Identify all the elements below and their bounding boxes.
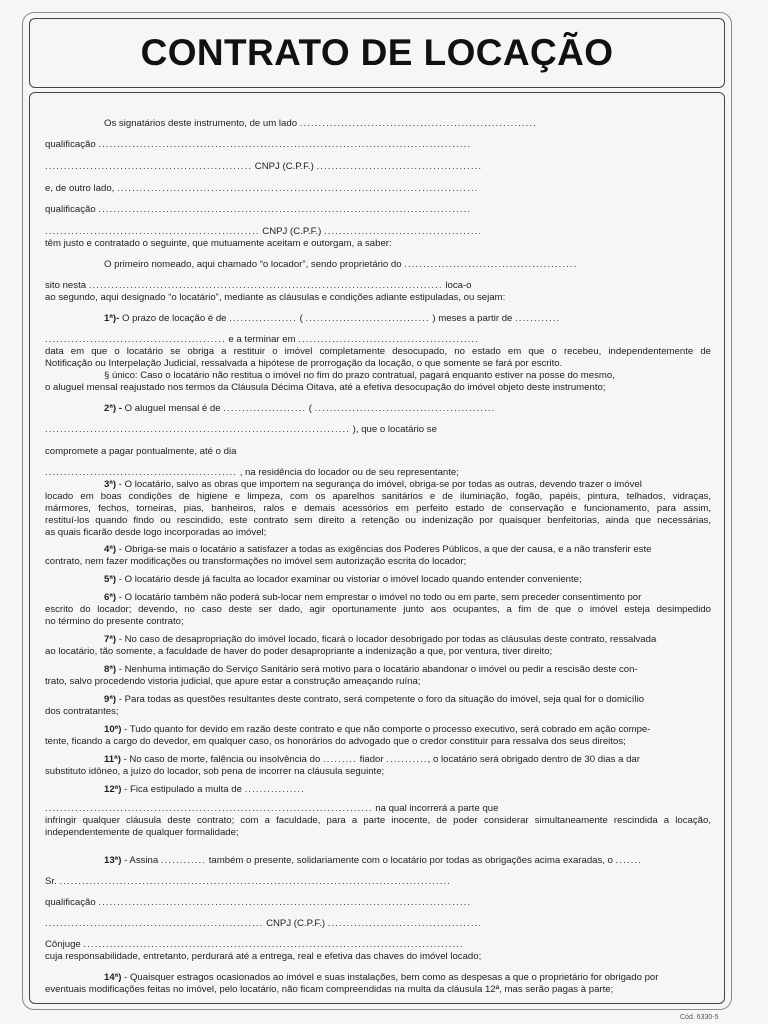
- contract-text-segment: ao segundo, aqui designado “o locatário”, mediante as cláusulas e condições adiante estipuladas, ou sejam:: [45, 292, 506, 303]
- contract-line: [45, 346, 711, 358]
- fill-in-blank[interactable]: .......................................................: [45, 161, 253, 172]
- contract-line: [45, 503, 711, 515]
- contract-line: [45, 766, 711, 778]
- contract-text-segment: fiador: [356, 754, 387, 765]
- fill-in-blank[interactable]: ................................................: [314, 403, 496, 414]
- fill-in-blank[interactable]: ........................................................................................................: [59, 876, 452, 887]
- fill-in-blank[interactable]: ...........: [386, 754, 428, 765]
- contract-text-segment: data em que o locatário se obriga a restituir o imóvel completamente desocupado, no estado em que o recebeu, independentemente de: [45, 346, 711, 357]
- contract-line: [104, 370, 711, 382]
- fill-in-blank[interactable]: ................................................: [298, 334, 480, 345]
- contract-text-segment: - No caso de desapropriação do imóvel locado, ficará o locador desobrigado por todas as cláusulas deste contrato, ressalvada: [118, 634, 657, 645]
- contract-line: [45, 491, 711, 503]
- contract-line: [45, 226, 711, 238]
- contract-line: [45, 292, 711, 304]
- contract-text-segment: - Quaisquer estragos ocasionados ao imóvel e suas instalações, bem como as despesas a que o proprietário for obrigado por: [124, 972, 659, 983]
- contract-line: [45, 604, 711, 616]
- contract-line: [104, 544, 711, 556]
- fill-in-blank[interactable]: ...............................................................: [299, 118, 537, 129]
- contract-text-segment: trato, salvo procedendo vistoria judicial, que apure estar a construção ameaçando ruína;: [45, 676, 421, 687]
- form-code: Cód. 6330-5: [680, 1014, 719, 1021]
- contract-line: [104, 664, 711, 676]
- contract-text-segment: - Tudo quanto for devido em razão deste contrato e que não comporte o processo executivo, será cobrado em ação compe-: [124, 724, 651, 735]
- contract-text-segment: restituí-los quando findo ou rescindido, este contrato sem direito a retenção ou indenização por quaisquer benfeitorias, ainda que necessárias,: [45, 515, 711, 526]
- contract-line: [45, 939, 711, 951]
- clause-number: 9ª): [104, 694, 119, 705]
- contract-line: [104, 634, 711, 646]
- contract-text-segment: O aluguel mensal é de: [124, 403, 224, 414]
- contract-text-segment: escrito do locador; devendo, no caso deste ser dado, agir oportunamente junto aos ocupantes, a fim de que o imóvel esteja desimpedido: [45, 604, 711, 615]
- contract-line: [45, 951, 711, 963]
- contract-text-segment: qualificação: [45, 204, 99, 215]
- clause-number: 11ª): [104, 754, 124, 765]
- document-title: CONTRATO DE LOCAÇÃO: [140, 32, 614, 73]
- contract-text-segment: CNPJ (C.P.F.): [259, 226, 324, 237]
- contract-text-segment: dos contratantes;: [45, 706, 119, 717]
- contract-line: [104, 574, 711, 586]
- contract-text-segment: Notificação ou Interpelação Judicial, ressalvada a hipótese de prorrogação da locação, o que somente se fará por escrito.: [45, 358, 563, 369]
- contract-text-segment: ao locatário, tão somente, a faculdade de haver do poder desapropriante a indenização a que, por ventura, tiver direito;: [45, 646, 553, 657]
- contract-text-segment: e a terminar em: [225, 334, 299, 345]
- clause-number: 5ª): [104, 574, 119, 585]
- clause-number: 6ª): [104, 592, 119, 603]
- contract-line: [45, 556, 711, 568]
- contract-text-segment: CNPJ (C.P.F.): [263, 918, 328, 929]
- contract-text-segment: CNPJ (C.P.F.): [252, 161, 317, 172]
- contract-text-segment: mármores, fechos, torneiras, pias, banheiros, ralos e demais acessórios em perfeito estado de conservação e funcionamento, para assim,: [45, 503, 711, 514]
- fill-in-blank[interactable]: .........................................: [327, 918, 483, 929]
- contract-text-segment: infringir qualquer cláusula deste contrato; com a faculdade, para a parte inocente, de poder considerar simultaneamente rescindida a locação,: [45, 815, 711, 826]
- contract-line: [45, 161, 711, 173]
- contract-line: [45, 815, 711, 827]
- contract-text-segment: - O locatário também não poderá sub-locar nem emprestar o imóvel no todo ou em parte, sem preceder consentimento por: [118, 592, 642, 603]
- contract-text-segment: - O locatário desde já faculta ao locador examinar ou vistoriar o imóvel locado quando entender conveniente;: [118, 574, 582, 585]
- contract-text-segment: também o presente, solidariamente com o locatário por todas as obrigações acima exaradas, o: [206, 855, 616, 866]
- fill-in-blank[interactable]: ............: [515, 313, 561, 324]
- contract-text-segment: cuja responsabilidade, entretanto, perdurará até a entrega, real e efetiva das chaves do imóvel locado;: [45, 951, 482, 962]
- contract-text-segment: ), que o locatário se: [350, 424, 437, 435]
- contract-line: [45, 183, 711, 195]
- contract-text-segment: - Obriga-se mais o locatário a satisfazer a todas as exigências dos Poderes Públicos, a que der causa, e a não transferir este: [118, 544, 652, 555]
- fill-in-blank[interactable]: ..........................................: [323, 226, 483, 237]
- clause-number: 13ª): [104, 855, 125, 866]
- fill-in-blank[interactable]: ...................................................................................................: [98, 897, 472, 908]
- contract-line: [45, 706, 711, 718]
- contract-text-segment: loca-o: [442, 280, 472, 291]
- contract-text-segment: - Nenhuma intimação do Serviço Sanitário será motivo para o locatário abandonar o imóvel ou pedir a rescisão deste con-: [118, 664, 638, 675]
- contract-line: [45, 616, 711, 628]
- contract-text-segment: - Assina: [124, 855, 161, 866]
- contract-line: [104, 592, 711, 604]
- contract-text-segment: , na residência do locador ou de seu representante;: [237, 467, 459, 478]
- contract-line: [45, 803, 711, 815]
- contract-line: [45, 736, 711, 748]
- contract-text-segment: independentemente de qualquer formalidade;: [45, 827, 239, 838]
- contract-text-segment: , o locatário será obrigado dentro de 30 dias a dar: [427, 754, 640, 765]
- contract-text-segment: - Para todas as questões resultantes deste contrato, será competente o foro da situação do imóvel, seja qual for o domicílio: [118, 694, 645, 705]
- fill-in-blank[interactable]: ................: [244, 784, 305, 795]
- fill-in-blank[interactable]: ............................................: [316, 161, 483, 172]
- contract-text-segment: contrato, nem fazer modificações ou transformações no imóvel sem autorização escrita do locador;: [45, 556, 467, 567]
- clause-number: 2ª) -: [104, 403, 125, 414]
- contract-line: [45, 280, 711, 292]
- contract-text-segment: na qual incorrerá a parte que: [372, 803, 499, 814]
- clause-number: 8ª): [104, 664, 119, 675]
- contract-text-segment: o aluguel mensal reajustado nos termos da Cláusula Décima Oitava, até a efetiva desocupação do imóvel objeto deste instrumento;: [45, 382, 606, 393]
- contract-line: [45, 358, 711, 370]
- clause-number: 12ª): [104, 784, 125, 795]
- contract-text-segment: tente, ficando a cargo do devedor, em qualquer caso, os honorários do advogado que o credor constituir para ressalva dos seus direitos;: [45, 736, 626, 747]
- contract-text-segment: Cônjuge: [45, 939, 84, 950]
- contract-text-segment: (: [306, 403, 315, 414]
- fill-in-blank[interactable]: .......: [615, 855, 642, 866]
- clause-number: 3ª): [104, 479, 119, 490]
- fill-in-blank[interactable]: .........: [323, 754, 357, 765]
- contract-line: [104, 403, 711, 415]
- contract-text-segment: § único: Caso o locatário não restitua o imóvel no fim do prazo contratual, pagará enquanto estiver na posse do mesmo,: [104, 370, 615, 381]
- contract-line: [45, 467, 711, 479]
- contract-line: [104, 754, 711, 766]
- contract-text-segment: O prazo de locação é de: [121, 313, 230, 324]
- fill-in-blank[interactable]: ...................................................: [45, 467, 238, 478]
- clause-number: 7ª): [104, 634, 119, 645]
- fill-in-blank[interactable]: .......................................................................................: [45, 803, 373, 814]
- contract-text-segment: locado em boas condições de higiene e limpeza, com os aparelhos sanitários e de iluminação, fogão, papéis, pintura, telhados, vidraças,: [45, 491, 711, 502]
- contract-line: [45, 527, 711, 539]
- contract-line: [104, 313, 711, 325]
- contract-line: [45, 424, 711, 436]
- fill-in-blank[interactable]: ..............................................................................................: [88, 280, 443, 291]
- fill-in-blank[interactable]: ................................................: [45, 334, 226, 345]
- contract-line: [104, 855, 711, 867]
- fill-in-blank[interactable]: ................................................................................................: [117, 183, 479, 194]
- title-box: [29, 18, 725, 88]
- contract-line: [45, 139, 711, 151]
- contract-text-segment: têm justo e contratado o seguinte, que mutuamente aceitam e outorgam, a saber:: [45, 238, 392, 249]
- fill-in-blank[interactable]: ...................................................................................................: [98, 139, 472, 150]
- fill-in-blank[interactable]: .................................................................................: [45, 424, 351, 435]
- fill-in-blank[interactable]: ..........................................................: [45, 918, 264, 929]
- contract-line: [104, 694, 711, 706]
- fill-in-blank[interactable]: ..................: [229, 313, 297, 324]
- clause-number: 4ª): [104, 544, 119, 555]
- contract-line: [45, 204, 711, 216]
- contract-text-segment: eventuais modificações feitas no imóvel, pelo locatário, não ficam compreendidas na multa da cláusula 12ª, mas serão pagas à parte;: [45, 984, 614, 995]
- contract-line: [45, 646, 711, 658]
- clause-number: 14ª): [104, 972, 125, 983]
- contract-text-segment: ) meses a partir de: [429, 313, 516, 324]
- contract-text-segment: - O locatário, salvo as obras que importem na segurança do imóvel, obriga-se por todas as outras, devendo trazer o imóvel: [118, 479, 642, 490]
- contract-line: [104, 972, 711, 984]
- fill-in-blank[interactable]: .....................................................................................................: [83, 939, 464, 950]
- contract-text-segment: - No caso de morte, falência ou insolvência do: [123, 754, 324, 765]
- fill-in-blank[interactable]: .................................: [305, 313, 430, 324]
- contract-line: [104, 118, 711, 130]
- contract-line: [45, 984, 711, 996]
- contract-text-segment: O primeiro nomeado, aqui chamado “o locador”, sendo proprietário do: [104, 259, 405, 270]
- contract-line: [45, 515, 711, 527]
- contract-text-segment: no término do presente contrato;: [45, 616, 184, 627]
- clause-number: 10ª): [104, 724, 125, 735]
- contract-line: [104, 724, 711, 736]
- contract-line: [104, 784, 711, 796]
- contract-line: [45, 382, 711, 394]
- contract-text-segment: Os signatários deste instrumento, de um lado: [104, 118, 300, 129]
- contract-line: [45, 918, 711, 930]
- contract-text-segment: (: [296, 313, 306, 324]
- contract-text-segment: qualificação: [45, 139, 99, 150]
- contract-text-segment: Sr.: [45, 876, 60, 887]
- contract-text-segment: qualificação: [45, 897, 99, 908]
- contract-text-segment: compromete a pagar pontualmente, até o dia: [45, 446, 237, 457]
- contract-text-segment: e, de outro lado,: [45, 183, 118, 194]
- contract-text-segment: as quais ficarão desde logo incorporadas ao imóvel;: [45, 527, 267, 538]
- contract-line: [104, 259, 711, 271]
- contract-line: [45, 876, 711, 888]
- fill-in-blank[interactable]: ......................: [223, 403, 307, 414]
- contract-line: [45, 446, 711, 458]
- contract-line: [45, 238, 711, 250]
- clause-number: 1ª)-: [104, 313, 122, 324]
- contract-text-segment: substituto idôneo, a juízo do locador, sob pena de incorrer na cláusula seguinte;: [45, 766, 385, 777]
- contract-line: [45, 897, 711, 909]
- fill-in-blank[interactable]: ...................................................................................................: [98, 204, 472, 215]
- contract-text-segment: - Fica estipulado a multa de: [124, 784, 245, 795]
- fill-in-blank[interactable]: .........................................................: [45, 226, 260, 237]
- contract-line: [104, 479, 711, 491]
- contract-line: [45, 334, 711, 346]
- fill-in-blank[interactable]: ..............................................: [404, 259, 578, 270]
- contract-line: [45, 827, 711, 839]
- contract-text-segment: sito nesta: [45, 280, 89, 291]
- fill-in-blank[interactable]: ............: [160, 855, 207, 866]
- contract-line: [45, 676, 711, 688]
